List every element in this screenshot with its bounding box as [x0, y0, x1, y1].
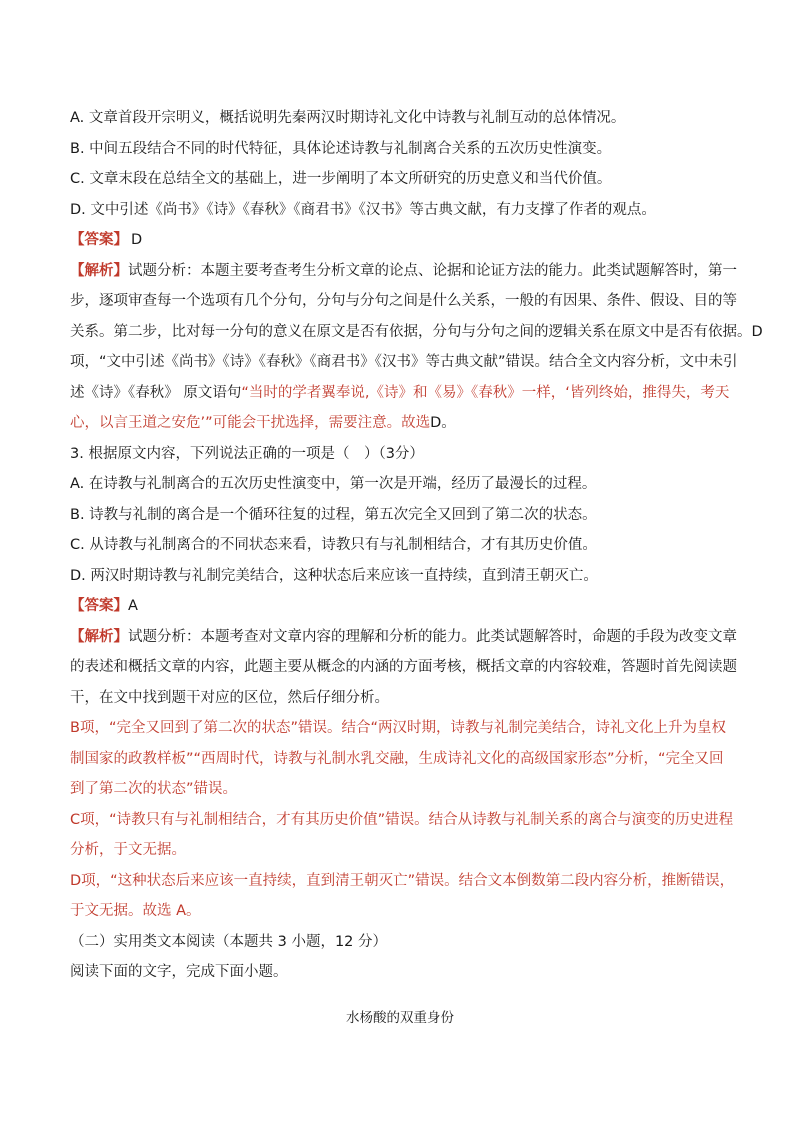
analysis-label: 【解析】: [70, 262, 128, 279]
q2-analysis-line-6: [70, 408, 730, 439]
analysis-text: 试题分析：本题主要考查考生分析文章的论点、论据和论证方法的能力。此类试题解答时，第一: [128, 262, 737, 279]
answer-label: 【答案】: [70, 598, 128, 614]
q2-option-b: B. 中间五段结合不同的时代特征，具体论述诗教与礼制离合关系的五次历史性演变。: [70, 140, 612, 157]
section-instruction: 阅读下面的文字，完成下面小题。: [70, 964, 288, 980]
q3-analysis-d-line-2: 于文无据。故选 A。: [70, 903, 201, 919]
answer-label: 【答案】: [70, 232, 128, 248]
q3-option-c: C. 从诗教与礼制离合的不同状态来看，诗教只有与礼制相结合，才有其历史价值。: [70, 537, 597, 553]
q2-option-c: C. 文章末段在总结全文的基础上，进一步阐明了本文所研究的历史意义和当代价值。: [70, 171, 612, 187]
q3-analysis-c-line-2: 分析，于文无据。: [70, 842, 186, 858]
q3-stem: 3. 根据原文内容，下列说法正确的一项是（ ）（3分）: [70, 445, 424, 462]
article-title: 水杨酸的双重身份: [346, 1009, 454, 1026]
q3-analysis-b-line-1: B项，“完全又回到了第二次的状态”错误。结合“两汉时期，诗教与礼制完美结合，诗礼文化上升为皇权: [70, 720, 726, 736]
q2-analysis-line-3: 关系。第二步，比对每一分句的意义在原文是否有依据，分句与分句之间的逻辑关系在原文中是否有依据。D: [70, 323, 763, 340]
document-page: [70, 103, 763, 1026]
analysis-text-red: 心，以言王道之安危’”可能会干扰选择，需要注意。故选: [70, 415, 431, 431]
q3-answer: [70, 591, 730, 622]
analysis-text-black: 述《诗》《春秋》 原文语句: [70, 384, 242, 401]
analysis-text-red: “当时的学者翼奉说,《诗》和《易》《春秋》一样，‘皆列终始，推得失，考天: [241, 384, 730, 401]
q2-option-d: D. 文中引述《尚书》《诗》《春秋》《商君书》《汉书》等古典文献，有力支撑了作者的观点。: [70, 201, 656, 218]
q3-analysis-c-line-1: C项，“诗教只有与礼制相结合，才有其历史价值”错误。结合从诗教与礼制关系的离合与演变的历史进程: [70, 811, 734, 828]
analysis-text-black: D。: [430, 415, 456, 431]
section-heading: （二）实用类文本阅读（本题共 3 小题，12 分）: [70, 933, 388, 950]
q2-analysis-line-4: 项，“文中引述《尚书》《诗》《春秋》《商君书》《汉书》等古典文献”错误。结合全文内容分析，文中未引: [70, 354, 738, 370]
analysis-text: 试题分析：本题考查对文章内容的理解和分析的能力。此类试题解答时，命题的手段为改变文章: [128, 628, 737, 645]
analysis-label: 【解析】: [70, 628, 128, 645]
answer-value: A: [128, 598, 138, 614]
q3-analysis-line-3: 干，在文中找到题干对应的区位，然后仔细分析。: [70, 689, 389, 706]
q2-analysis-line-5: [70, 378, 730, 409]
q3-analysis-line-1: [70, 622, 737, 653]
q3-analysis-line-2: 的表述和概括文章的内容，此题主要从概念的内涵的方面考核，概括文章的内容较难，答题时首先阅读题: [70, 659, 737, 675]
q3-analysis-d-line-1: D项，“这种状态后来应该一直持续，直到清王朝灭亡”错误。结合文本倒数第二段内容分析，推断错误，: [70, 872, 735, 889]
q3-analysis-b-line-2: 制国家的政教样板”“西周时代，诗教与礼制水乳交融，生成诗礼文化的高级国家形态”分析，“完全又回: [70, 750, 724, 767]
q2-analysis-line-2: 步，逐项审查每一个选项有几个分句，分句与分句之间是什么关系，一般的有因果、条件、假设、目的等: [70, 293, 737, 309]
q2-answer: [70, 225, 730, 256]
q3-option-a: A. 在诗教与礼制离合的五次历史性演变中，第一次是开端，经历了最漫长的过程。: [70, 476, 597, 492]
q3-option-d: D. 两汉时期诗教与礼制完美结合，这种状态后来应该一直持续，直到清王朝灭亡。: [70, 567, 598, 584]
q3-analysis-b-line-3: 到了第二次的状态”错误。: [70, 781, 238, 797]
q3-option-b: B. 诗教与礼制的离合是一个循环往复的过程，第五次完全又回到了第二次的状态。: [70, 506, 597, 523]
q2-option-a: A. 文章首段开宗明义，概括说明先秦两汉时期诗礼文化中诗教与礼制互动的总体情况。: [70, 110, 626, 126]
q2-analysis-line-1: [70, 256, 737, 287]
answer-value: D: [131, 232, 143, 248]
